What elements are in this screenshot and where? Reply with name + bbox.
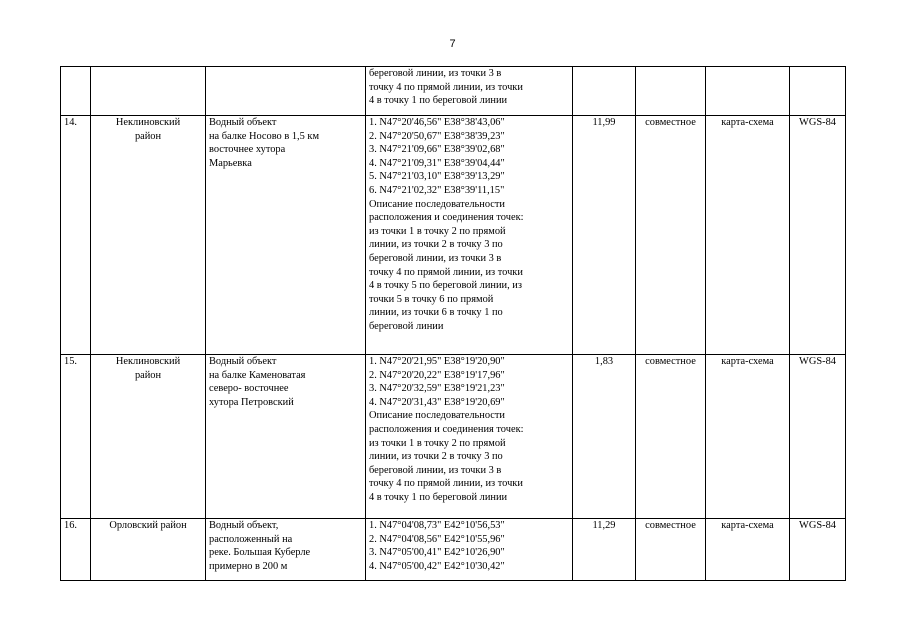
map-format-cell [706,67,790,116]
coordinates-cell [366,67,573,116]
object-description-cell-line: на балке Каменоватая [209,369,306,381]
coordinates-cell-line: точки 5 в точку 6 по прямой [369,293,494,305]
coordinates-cell-line: 1. N47°04'08,73" E42°10'56,53" [369,520,505,531]
area-cell: 11,99 [573,116,636,355]
use-type-cell: совместное [636,355,706,519]
coordinates-cell-line: линии, из точки 2 в точку 3 по [369,239,503,251]
district-cell-line: Неклиновский [115,117,181,128]
district-cell [91,116,206,355]
coordinates-cell-line: точку 4 по прямой линии, из точки [369,266,523,278]
row-number-cell: 16. [61,519,91,581]
coordinates-cell [366,355,573,519]
district-cell-line: Неклиновский [115,356,181,367]
use-type-cell [636,67,706,116]
coordinates-cell-line: 2. N47°04'08,56" E42°10'55,96" [369,533,505,545]
district-cell [91,355,206,519]
coordinate-system-cell [790,67,846,116]
coordinates-cell-line: Описание последовательности [369,410,505,422]
object-description-cell [206,116,366,355]
coordinates-cell-line: расположения и соединения точек: [369,423,524,435]
coordinates-cell-line: 3. N47°05'00,41" E42°10'26,90" [369,547,505,559]
district-cell [91,519,206,581]
row-number-cell: 14. [61,116,91,355]
map-format-cell: карта-схема [706,116,790,355]
coordinates-cell-line: 1. N47°20'46,56" E38°38'43,06" [369,117,505,128]
coordinates-cell-line: береговой линии, из точки 3 в [369,464,502,476]
row-number-cell [61,67,91,116]
coordinates-cell [366,519,573,581]
coordinates-cell-line: 4 в точку 5 по береговой линии, из [369,280,522,292]
area-cell: 1,83 [573,355,636,519]
coordinates-cell-line: 2. N47°20'20,22" E38°19'17,96" [369,369,505,381]
coordinates-cell-line: линии, из точки 6 в точку 1 по [369,307,503,319]
object-description-cell-line: хутора Петровский [209,396,294,408]
water-objects-table [60,66,846,581]
coordinates-cell [366,116,573,355]
coordinates-cell-line: Описание последовательности [369,198,505,210]
object-description-cell-line: Водный объект [209,356,277,367]
coordinates-cell-line: из точки 1 в точку 2 по прямой [369,437,506,449]
table-row [61,67,846,116]
object-description-cell-line: примерно в 200 м [209,560,288,572]
coordinates-cell-line: береговой линии, из точки 3 в [369,252,502,264]
object-description-cell-line: на балке Носово в 1,5 км [209,130,320,142]
coordinates-cell-line: 4 в точку 1 по береговой линии [369,491,508,503]
district-cell [91,67,206,116]
coordinates-cell-line: 6. N47°21'02,32" E38°39'11,15" [369,184,505,196]
coordinate-system-cell: WGS-84 [790,355,846,519]
coordinates-cell-line: линии, из точки 2 в точку 3 по [369,451,503,463]
map-format-cell: карта-схема [706,519,790,581]
table-row [61,519,846,581]
object-description-cell-line: расположенный на [209,533,293,545]
object-description-cell [206,355,366,519]
object-description-cell-line: Водный объект [209,117,277,128]
row-number-cell: 15. [61,355,91,519]
coordinate-system-cell: WGS-84 [790,116,846,355]
district-cell-line: район [134,130,162,142]
map-format-cell: карта-схема [706,355,790,519]
district-cell-line: район [134,369,162,381]
object-description-cell-line: Марьевка [209,157,252,169]
area-cell: 11,29 [573,519,636,581]
object-description-cell-line: восточнее хутора [209,144,286,156]
coordinates-cell-line: 4 в точку 1 по береговой линии [369,95,508,107]
object-description-cell-line: Водный объект, [209,520,279,531]
coordinates-cell-line: 3. N47°20'32,59" E38°19'21,23" [369,383,505,395]
coordinates-cell-line: 5. N47°21'03,10" E38°39'13,29" [369,171,505,183]
object-description-cell-line: реке. Большая Куберле [209,547,311,559]
object-description-cell [206,519,366,581]
coordinates-cell-line: из точки 1 в точку 2 по прямой [369,225,506,237]
coordinate-system-cell: WGS-84 [790,519,846,581]
coordinates-cell-line: точку 4 по прямой линии, из точки [369,81,523,93]
table-row [61,116,846,355]
coordinates-cell-line: 1. N47°20'21,95" E38°19'20,90" [369,356,505,367]
object-description-cell [206,67,366,116]
coordinates-cell-line: береговой линии, из точки 3 в [369,68,502,79]
coordinates-cell-line: 4. N47°21'09,31" E38°39'04,44" [369,157,505,169]
page-number: 7 [449,38,456,50]
coordinates-cell-line: 4. N47°20'31,43" E38°19'20,69" [369,396,505,408]
table-row [61,355,846,519]
district-cell-line: Орловский район [109,520,187,531]
object-description-cell-line: северо- восточнее [209,383,289,395]
coordinates-cell-line: береговой линии [369,320,444,332]
coordinates-cell-line: 4. N47°05'00,42" E42°10'30,42" [369,560,505,572]
coordinates-cell-line: 2. N47°20'50,67" E38°38'39,23" [369,130,505,142]
use-type-cell: совместное [636,519,706,581]
coordinates-cell-line: 3. N47°21'09,66" E38°39'02,68" [369,144,505,156]
use-type-cell: совместное [636,116,706,355]
area-cell [573,67,636,116]
coordinates-cell-line: расположения и соединения точек: [369,212,524,224]
coordinates-cell-line: точку 4 по прямой линии, из точки [369,478,523,490]
